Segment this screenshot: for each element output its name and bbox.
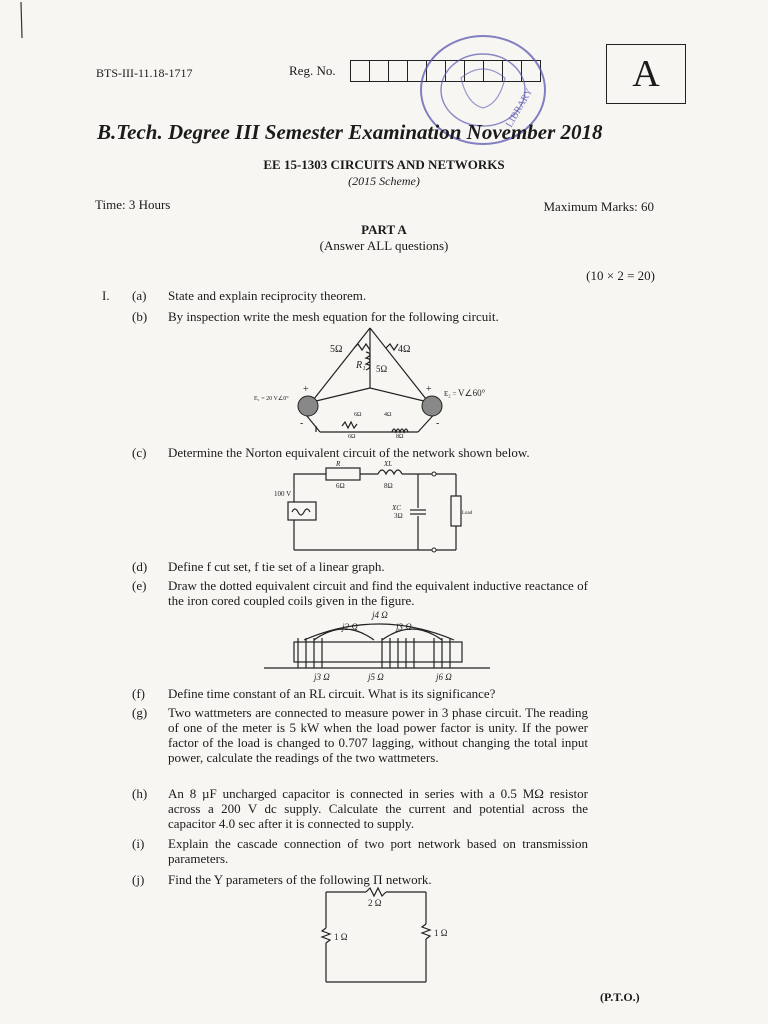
- question-text: Explain the cascade connection of two port network based on transmission parameters.: [168, 836, 588, 866]
- question-text: State and explain reciprocity theorem.: [168, 288, 367, 303]
- svg-text:6Ω: 6Ω: [354, 412, 362, 418]
- svg-text:6Ω: 6Ω: [348, 434, 356, 440]
- reg-no-label: Reg. No.: [289, 63, 336, 78]
- svg-text:j4 Ω: j4 Ω: [372, 610, 388, 620]
- part-instruction: (Answer ALL questions): [319, 238, 449, 253]
- svg-text:+: +: [303, 384, 309, 395]
- svg-text:XC: XC: [392, 504, 401, 512]
- svg-text:2 Ω: 2 Ω: [368, 898, 382, 908]
- paper-code: BTS-III-11.18-1717: [96, 66, 193, 80]
- question-label: (i): [132, 836, 145, 851]
- svg-text:j5 Ω: j5 Ω: [368, 672, 384, 682]
- exam-title: B.Tech. Degree III Semester Examination November 2018: [97, 120, 603, 144]
- svg-text:V∠60°: V∠60°: [458, 388, 486, 398]
- svg-text:100 V: 100 V: [274, 490, 292, 498]
- scheme: (2015 Scheme): [348, 174, 420, 188]
- svg-text:-: -: [436, 418, 440, 429]
- svg-text:6Ω: 6Ω: [336, 482, 345, 490]
- svg-text:j3 Ω: j3 Ω: [396, 622, 412, 632]
- question-text: Two wattmeters are connected to measure power in 3 phase circuit. The reading of one of the meter is 5 kW when the load power factor is unity. If the power factor of the load is changed to 0.707 lagging, without changing the total input power, calculate the readings of the two wattmeters.: [168, 705, 588, 765]
- svg-text:XL: XL: [384, 460, 393, 468]
- svg-text:4Ω: 4Ω: [398, 344, 411, 355]
- svg-text:j2 Ω: j2 Ω: [342, 622, 358, 632]
- svg-text:-: -: [300, 418, 304, 429]
- part-marks: (10 × 2 = 20): [586, 268, 655, 283]
- question-label: (c): [132, 445, 147, 460]
- page-turn-note: (P.T.O.): [600, 990, 640, 1004]
- figure-e-coupled-coils: [264, 610, 494, 682]
- set-letter-box: A: [606, 44, 686, 104]
- question-text: Draw the dotted equivalent circuit and find the equivalent inductive reactance of the iron cored coupled coils given in the figure.: [168, 578, 588, 608]
- subject-title: EE 15-1303 CIRCUITS AND NETWORKS: [263, 157, 505, 172]
- reg-box: [350, 60, 370, 82]
- source-e2: [422, 396, 442, 416]
- question-label: (j): [132, 872, 145, 887]
- svg-text:1 Ω: 1 Ω: [334, 932, 348, 942]
- question-label: (e): [132, 578, 147, 593]
- source-e1: [298, 396, 318, 416]
- svg-text:E₂ =: E₂ =: [444, 390, 457, 398]
- time-allowed: Time: 3 Hours: [95, 197, 171, 212]
- svg-text:8Ω: 8Ω: [396, 434, 404, 440]
- question-text: An 8 µF uncharged capacitor is connected in series with a 0.5 MΩ resistor across a 200 V dc supply. Calculate the current and potential across the capacitor 4.0 sec after it is connected to supply.: [168, 786, 588, 831]
- svg-text:8Ω: 8Ω: [384, 482, 393, 490]
- figure-b-triangle-circuit: [240, 322, 500, 440]
- question-text: Define f cut set, f tie set of a linear graph.: [168, 559, 385, 574]
- svg-text:LIBRARY: LIBRARY: [504, 86, 536, 130]
- part-title: PART A: [361, 222, 407, 237]
- margin-mark: [18, 0, 24, 40]
- svg-text:j6 Ω: j6 Ω: [436, 672, 452, 682]
- question-text: Determine the Norton equivalent circuit of the network shown below.: [168, 445, 530, 460]
- reg-box: [369, 60, 389, 82]
- question-text: Define time constant of an RL circuit. What is its significance?: [168, 686, 496, 701]
- svg-text:4Ω: 4Ω: [384, 412, 392, 418]
- maximum-marks: Maximum Marks: 60: [543, 199, 654, 214]
- question-text: By inspection write the mesh equation for the following circuit.: [168, 309, 499, 324]
- svg-text:1 Ω: 1 Ω: [434, 928, 448, 938]
- svg-text:Load: Load: [462, 511, 473, 516]
- question-label: (f): [132, 686, 145, 701]
- question-text: Find the Y parameters of the following Π network.: [168, 872, 432, 887]
- question-label: (d): [132, 559, 148, 574]
- svg-text:R: R: [336, 460, 341, 468]
- question-label: (h): [132, 786, 148, 801]
- figure-j-pi-network: [310, 884, 450, 990]
- svg-text:+: +: [426, 384, 432, 395]
- svg-text:R₁: R₁: [356, 360, 366, 371]
- question-label: (g): [132, 705, 148, 720]
- question-label: (a): [132, 288, 147, 303]
- question-label: (b): [132, 309, 148, 324]
- reg-box: [388, 60, 408, 82]
- svg-text:5Ω: 5Ω: [376, 364, 388, 374]
- question-number: I.: [102, 288, 110, 303]
- svg-text:3Ω: 3Ω: [394, 512, 403, 520]
- svg-text:5Ω: 5Ω: [330, 344, 343, 355]
- svg-text:j3 Ω: j3 Ω: [314, 672, 330, 682]
- svg-text:E₁ = 20 V∠0°: E₁ = 20 V∠0°: [254, 396, 289, 402]
- figure-c-norton-circuit: [270, 458, 480, 558]
